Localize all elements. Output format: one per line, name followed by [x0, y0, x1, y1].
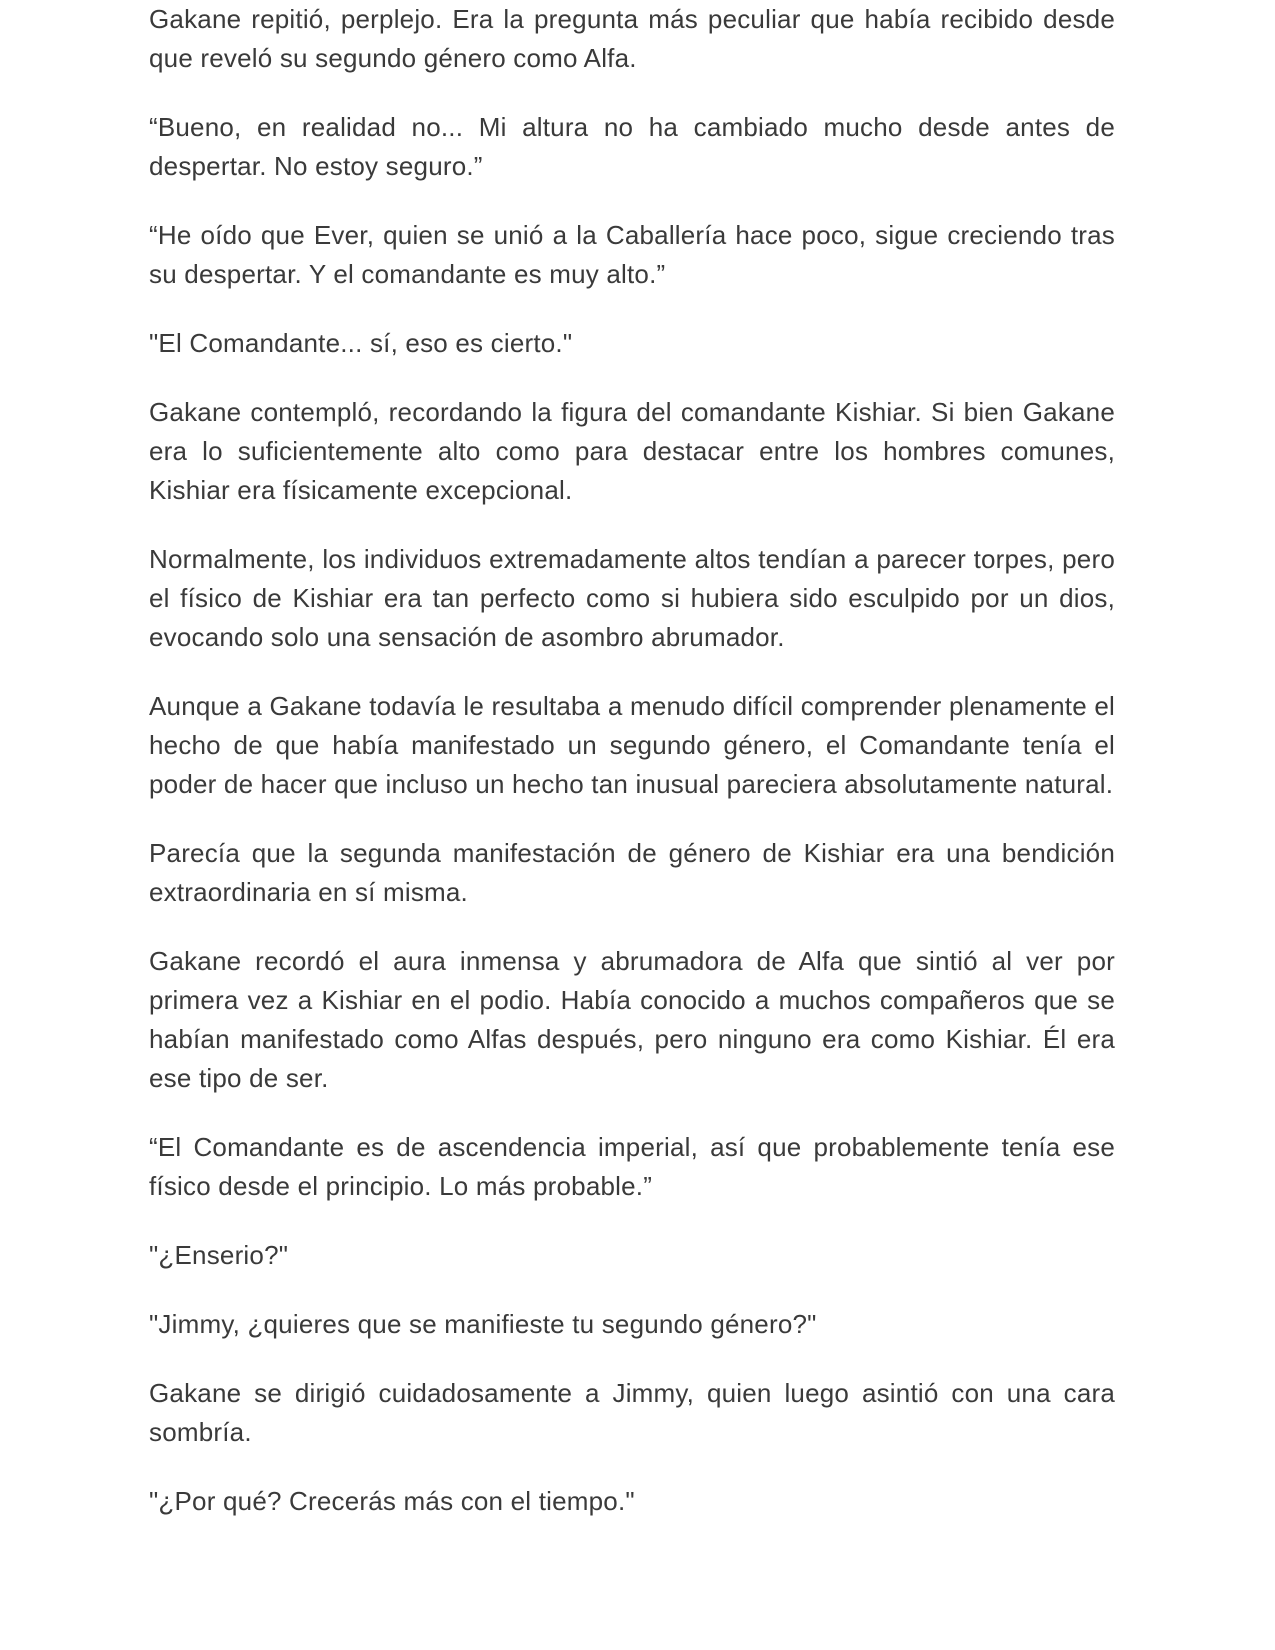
paragraph-13: Gakane se dirigió cuidadosamente a Jimmy, quien luego asintió con una cara sombría. [149, 1378, 1115, 1447]
paragraph-5: Gakane contempló, recordando la figura del comandante Kishiar. Si bien Gakane era lo suficientemente alto como para destacar entre los hombres comunes, Kishiar era físicamente excepcional. [149, 397, 1115, 505]
paragraph-14: "¿Por qué? Crecerás más con el tiempo." [149, 1486, 635, 1516]
paragraph-7: Aunque a Gakane todavía le resultaba a menudo difícil comprender plenamente el hecho de que había manifestado un segundo género, el Comandante tenía el poder de hacer que incluso un hecho tan inusual pareciera absolutamente natural. [149, 691, 1115, 799]
paragraph-2: “Bueno, en realidad no... Mi altura no ha cambiado mucho desde antes de despertar. No estoy seguro.” [149, 112, 1115, 181]
paragraph-3: “He oído que Ever, quien se unió a la Caballería hace poco, sigue creciendo tras su despertar. Y el comandante es muy alto.” [149, 220, 1115, 289]
paragraph-10: “El Comandante es de ascendencia imperial, así que probablemente tenía ese físico desde el principio. Lo más probable.” [149, 1132, 1115, 1201]
paragraph-9: Gakane recordó el aura inmensa y abrumadora de Alfa que sintió al ver por primera vez a Kishiar en el podio. Había conocido a muchos compañeros que se habían manifestado como Alfas después, pero ninguno era como Kishiar. Él era ese tipo de ser. [149, 946, 1115, 1093]
paragraph-6: Normalmente, los individuos extremadamente altos tendían a parecer torpes, pero el físico de Kishiar era tan perfecto como si hubiera sido esculpido por un dios, evocando solo una sensación de asombro abrumador. [149, 544, 1115, 652]
paragraph-11: "¿Enserio?" [149, 1240, 289, 1270]
paragraph-12: "Jimmy, ¿quieres que se manifieste tu segundo género?" [149, 1309, 817, 1339]
paragraph-1: Gakane repitió, perplejo. Era la pregunta más peculiar que había recibido desde que reveló su segundo género como Alfa. [149, 4, 1115, 73]
document-page [149, 0, 1115, 1551]
paragraph-4: "El Comandante... sí, eso es cierto." [149, 328, 573, 358]
paragraph-8: Parecía que la segunda manifestación de género de Kishiar era una bendición extraordinaria en sí misma. [149, 838, 1115, 907]
